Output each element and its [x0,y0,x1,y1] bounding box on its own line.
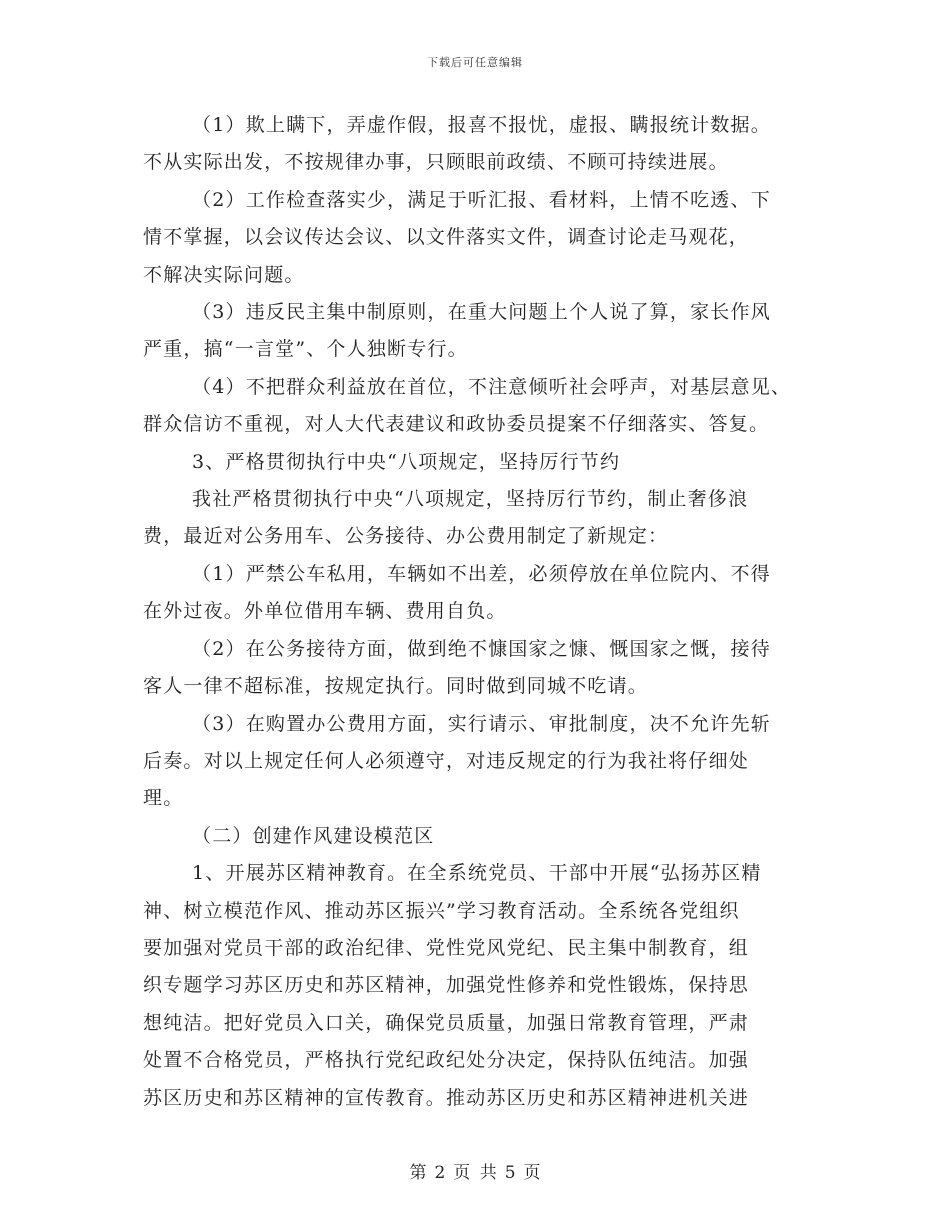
text-line: （4）不把群众利益放在首位，不注意倾听社会呼声，对基层意见、 [192,375,792,398]
text-line: 我社严格贯彻执行中央“八项规定，坚持厉行节约，制止奢侈浪 [192,488,749,511]
page-header: 下载后可任意编辑 [427,56,523,69]
text-line: 3、严格贯彻执行中央“八项规定，坚持厉行节约 [192,450,621,473]
document-body [143,107,808,1117]
text-line: 想纯洁。把好党员入口关，确保党员质量，加强日常教育管理，严肃 [143,1011,750,1034]
text-line: （1）欺上瞒下，弄虚作假，报喜不报忧，虚报、瞒报统计数据。 [192,114,771,136]
text-line: （2）在公务接待方面，做到绝不慷国家之慷、慨国家之慨，接待 [192,637,771,660]
footer-middle: 页 共 [453,1163,497,1183]
text-line: 情不掌握，以会议传达会议、以文件落实文件，调查讨论走马观花， [143,226,750,249]
text-line: 不从实际出发，不按规律办事，只顾眼前政绩、不顾可持续进展。 [143,151,729,174]
page-footer [0,1158,950,1183]
text-line: 理。 [143,787,184,810]
footer-suffix: 页 [523,1163,541,1183]
text-line: 严重，搞“一言堂”、个人独断专行。 [143,338,468,361]
footer-prefix: 第 [409,1163,427,1183]
text-line: 不解决实际问题。 [143,263,305,286]
text-line: （3）在购置办公费用方面，实行请示、审批制度，决不允许先斩 [192,712,771,735]
text-line: （1）严禁公车私用，车辆如不出差，必须停放在单位院内、不得 [192,562,771,585]
text-line: （二）创建作风建设模范区 [192,824,435,847]
text-line: 群众信访不重视，对人大代表建议和政协委员提案不仔细落实、答复。 [143,413,770,436]
text-line: 后奏。对以上规定任何人必须遵守，对违反规定的行为我社将仔细处 [143,749,750,772]
footer-total-pages: 5 [504,1163,516,1183]
text-line: 客人一律不超标准，按规定执行。同时做到同城不吃请。 [143,675,649,698]
text-line: 费，最近对公务用车、公务接待、办公费用制定了新规定： [143,525,669,548]
text-line: 神、树立模范作风、推动苏区振兴”学习教育活动。全系统各党组织 [143,899,740,922]
text-line: 织专题学习苏区历史和苏区精神，加强党性修养和党性锻炼，保持思 [143,974,750,997]
text-line: （2）工作检查落实少，满足于听汇报、看材料，上情不吃透、下 [192,188,771,211]
footer-current-page: 2 [434,1163,446,1183]
text-line: 1、开展苏区精神教育。在全系统党员、干部中开展“弘扬苏区精 [192,862,762,885]
text-line: 在外过夜。外单位借用车辆、费用自负。 [143,600,507,623]
text-line: 要加强对党员干部的政治纪律、党性党风党纪、民主集中制教育，组 [143,936,750,959]
text-line: 苏区历史和苏区精神的宣传教育。推动苏区历史和苏区精神进机关进 [143,1086,750,1109]
text-line: （3）违反民主集中制原则，在重大问题上个人说了算，家长作风 [192,301,771,324]
text-line: 处置不合格党员，严格执行党纪政纪处分决定，保持队伍纯洁。加强 [143,1049,750,1072]
